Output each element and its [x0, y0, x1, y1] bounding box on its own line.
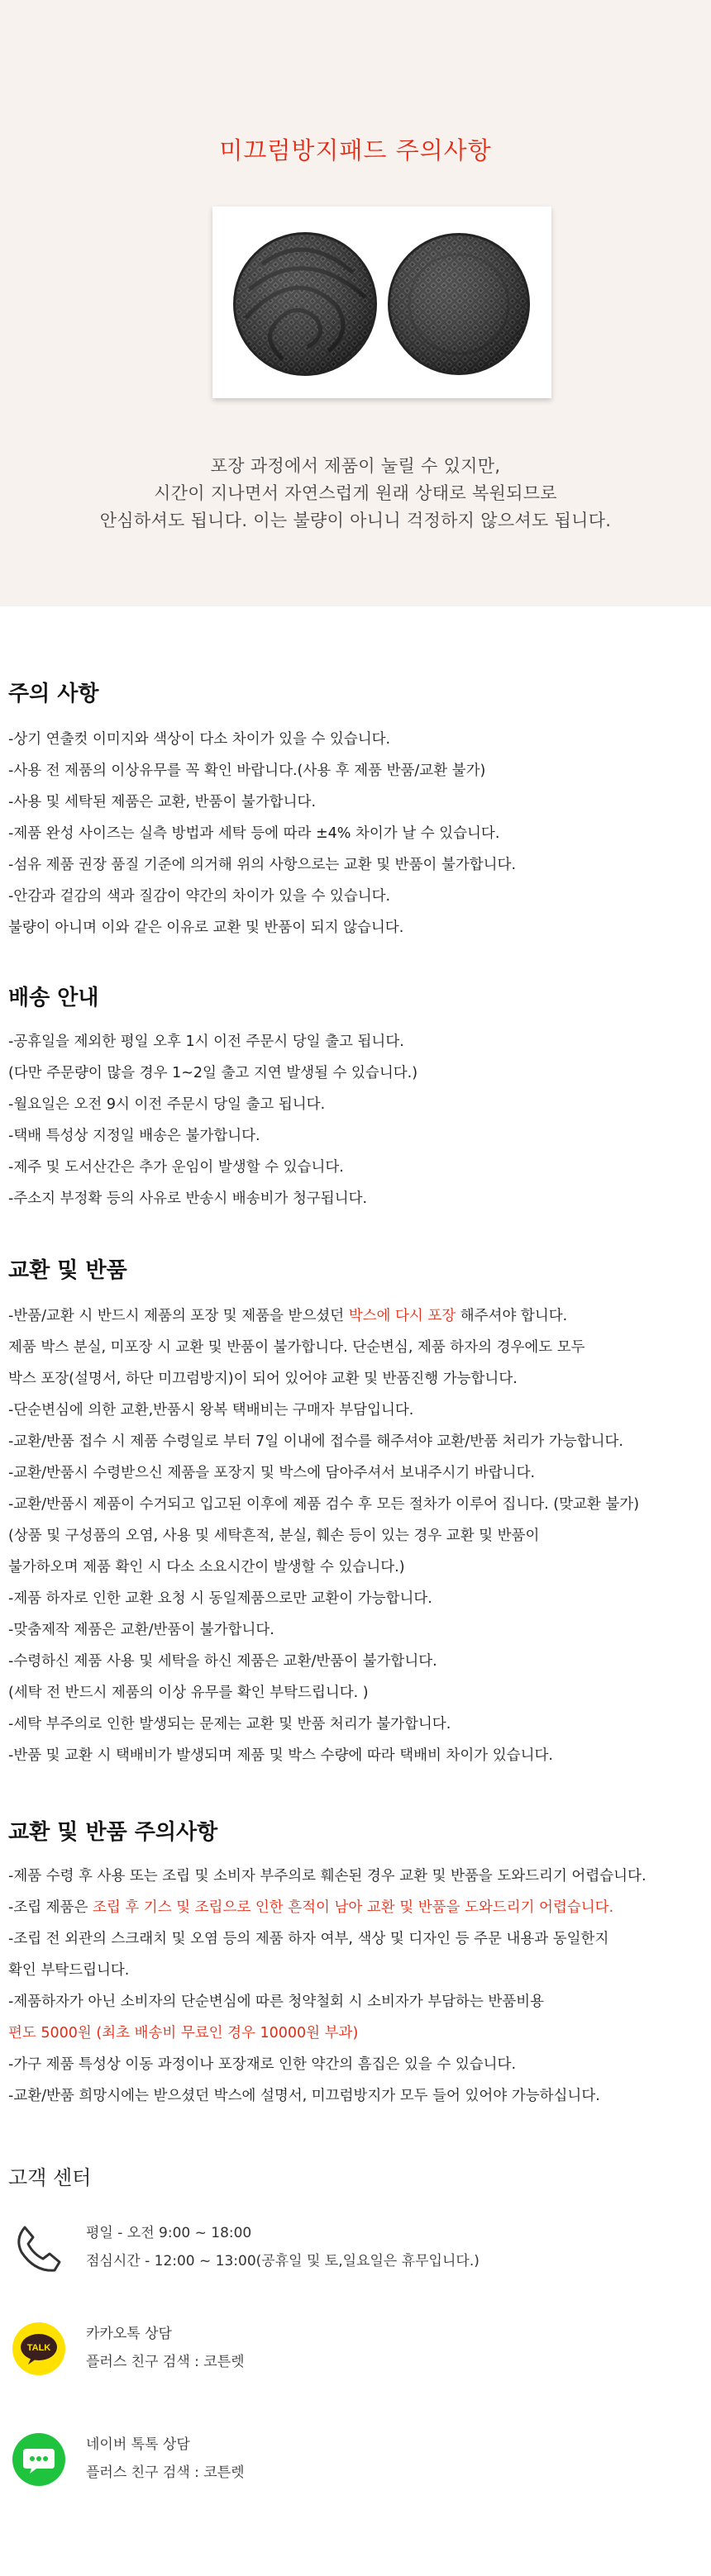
- exchange-caution-title: 교환 및 반품 주의사항: [8, 1820, 218, 1845]
- naver-info: [86, 2431, 245, 2487]
- exchange-caution-line: -가구 제품 특성상 이동 과정이나 포장재로 인한 약간의 흠집은 있을 수 있습니다.: [8, 2056, 517, 2073]
- shipping-line: -월요일은 오전 9시 이전 주문시 당일 출고 됩니다.: [8, 1096, 326, 1113]
- caution-section: [8, 676, 707, 943]
- hero-notice: [0, 453, 711, 535]
- exchange-line: (상품 및 구성품의 오염, 사용 및 세탁흔적, 분실, 훼손 등이 있는 경우 교환 및 반품이: [8, 1528, 540, 1544]
- product-image: [212, 207, 551, 398]
- naver-search: 플러스 친구 검색 : 코튼렛: [86, 2464, 245, 2481]
- caution-line: 불량이 아니며 이와 같은 이유로 교환 및 반품이 되지 않습니다.: [8, 920, 404, 936]
- naver-talk-icon[interactable]: [10, 2431, 68, 2488]
- exchange-line: [8, 1300, 707, 1332]
- exchange-line: -교환/반품시 수령받으신 제품을 포장지 및 박스에 담아주셔서 보내주시기 바랍니다.: [8, 1465, 536, 1481]
- kakaotalk-icon[interactable]: [10, 2320, 68, 2378]
- caution-line: -상기 연출컷 이미지와 색상이 다소 차이가 있을 수 있습니다.: [8, 731, 391, 748]
- kakaotalk-icon-text: TALK: [26, 2343, 51, 2353]
- caution-line: -사용 전 제품의 이상유무를 꼭 확인 바랍니다.(사용 후 제품 반품/교환 불가): [8, 763, 486, 779]
- exchange-line: (세탁 전 반드시 제품의 이상 유무를 확인 부탁드립니다. ): [8, 1685, 369, 1701]
- anti-slip-pad-illustration: [212, 207, 551, 398]
- exchange-caution-highlight: 조립 후 기스 및 조립으로 인한 흔적이 남아 교환 및 반품을 도와드리기 어렵습니다.: [92, 1899, 614, 1916]
- caution-line: -섬유 제품 권장 품질 기준에 의거해 위의 사항으로는 교환 및 반품이 불가합니다.: [8, 857, 517, 873]
- hero-notice-line: 안심하셔도 됩니다. 이는 불량이 아니니 걱정하지 않으셔도 됩니다.: [99, 511, 612, 530]
- kakao-search: 플러스 친구 검색 : 코튼렛: [86, 2354, 245, 2370]
- naver-label: 네이버 톡톡 상담: [86, 2436, 190, 2453]
- kakao-info: [86, 2320, 245, 2376]
- hero-notice-line: 포장 과정에서 제품이 눌릴 수 있지만,: [210, 456, 501, 476]
- caution-line: -안감과 겉감의 색과 질감이 약간의 차이가 있을 수 있습니다.: [8, 888, 391, 905]
- pad-left: [233, 232, 377, 376]
- shipping-section: [8, 980, 707, 1214]
- phone-icon: [10, 2219, 68, 2277]
- shipping-line: -제주 및 도서산간은 추가 운임이 발생할 수 있습니다.: [8, 1159, 344, 1176]
- exchange-caution-text: -조립 제품은: [8, 1899, 93, 1916]
- return-fee-highlight: 편도 5000원 (최초 배송비 무료인 경우 10000원 부과): [8, 2025, 359, 2041]
- exchange-caution-line: -조립 전 외관의 스크래치 및 오염 등의 제품 하자 여부, 색상 및 디자인 등 주문 내용과 동일한지: [8, 1931, 609, 1947]
- exchange-caution-section: [8, 1814, 707, 2112]
- phone-info: [86, 2219, 480, 2275]
- exchange-line: 제품 박스 분실, 미포장 시 교환 및 반품이 불가합니다. 단순변심, 제품 하자의 경우에도 모두: [8, 1339, 585, 1356]
- exchange-line: -교환/반품시 제품이 수거되고 입고된 이후에 제품 검수 후 모든 절차가 이루어 집니다. (맞교환 불가): [8, 1496, 640, 1513]
- exchange-caution-line: [8, 1892, 707, 1923]
- exchange-caution-line: -제품 수령 후 사용 또는 조립 및 소비자 부주의로 훼손된 경우 교환 및 반품을 도와드리기 어렵습니다.: [8, 1868, 647, 1884]
- exchange-caution-line: 확인 부탁드립니다.: [8, 1962, 130, 1979]
- exchange-line: -반품 및 교환 시 택배비가 발생되며 제품 및 박스 수량에 따라 택배비 차이가 있습니다.: [8, 1747, 553, 1764]
- caution-title: 주의 사항: [8, 682, 99, 706]
- caution-line: -제품 완성 사이즈는 실측 방법과 세탁 등에 따라 ±4% 차이가 날 수 있습니다.: [8, 825, 500, 842]
- hero-notice-line: 시간이 지나면서 자연스럽게 원래 상태로 복원되므로: [154, 483, 557, 503]
- hero-title: 미끄럼방지패드 주의사항: [219, 136, 492, 164]
- exchange-caution-line: -교환/반품 희망시에는 받으셨던 박스에 설명서, 미끄럼방지가 모두 들어 있어야 가능하십니다.: [8, 2088, 600, 2104]
- phone-hours: 평일 - 오전 9:00 ~ 18:00: [86, 2225, 252, 2241]
- exchange-line: -맞춤제작 제품은 교환/반품이 불가합니다.: [8, 1622, 274, 1638]
- phone-lunch: 점심시간 - 12:00 ~ 13:00(공휴일 및 토,일요일은 휴무입니다.): [86, 2253, 480, 2269]
- exchange-title: 교환 및 반품: [8, 1258, 127, 1283]
- hero-banner: [0, 0, 711, 606]
- exchange-caution-line: -제품하자가 아닌 소비자의 단순변심에 따른 청약철회 시 소비자가 부담하는 반품비용: [8, 1994, 545, 2010]
- pad-right: [388, 233, 530, 375]
- shipping-line: -택배 특성상 지정일 배송은 불가합니다.: [8, 1128, 260, 1144]
- shipping-line: (다만 주문량이 많을 경우 1~2일 출고 지연 발생될 수 있습니다.): [8, 1065, 418, 1081]
- exchange-line-text: -반품/교환 시 반드시 제품의 포장 및 제품을 받으셨던: [8, 1308, 349, 1324]
- exchange-line: 박스 포장(설명서, 하단 미끄럼방지)이 되어 있어야 교환 및 반품진행 가능합니다.: [8, 1371, 518, 1387]
- exchange-line-text: 해주셔야 합니다.: [456, 1308, 568, 1324]
- exchange-line: -제품 하자로 인한 교환 요청 시 동일제품으로만 교환이 가능합니다.: [8, 1590, 432, 1607]
- exchange-line: -세탁 부주의로 인한 발생되는 문제는 교환 및 반품 처리가 불가합니다.: [8, 1716, 451, 1732]
- kakao-label: 카카오톡 상담: [86, 2326, 172, 2342]
- shipping-line: -주소지 부정확 등의 사유로 반송시 배송비가 청구됩니다.: [8, 1191, 368, 1207]
- customer-center-title: 고객 센터: [8, 2166, 92, 2189]
- exchange-highlight: 박스에 다시 포장: [348, 1308, 456, 1324]
- exchange-section: [8, 1252, 707, 1771]
- shipping-line: -공휴일을 제외한 평일 오후 1시 이전 주문시 당일 출고 됩니다.: [8, 1034, 404, 1050]
- exchange-line: 불가하오며 제품 확인 시 다소 소요시간이 발생할 수 있습니다.): [8, 1559, 405, 1576]
- shipping-title: 배송 안내: [8, 986, 99, 1010]
- exchange-line: -교환/반품 접수 시 제품 수령일로 부터 7일 이내에 접수를 해주셔야 교환/반품 처리가 가능합니다.: [8, 1433, 623, 1450]
- exchange-line: -수령하신 제품 사용 및 세탁을 하신 제품은 교환/반품이 불가합니다.: [8, 1653, 437, 1670]
- exchange-line: -단순변심에 의한 교환,반품시 왕복 택배비는 구매자 부담입니다.: [8, 1402, 414, 1419]
- caution-line: -사용 및 세탁된 제품은 교환, 반품이 불가합니다.: [8, 794, 317, 810]
